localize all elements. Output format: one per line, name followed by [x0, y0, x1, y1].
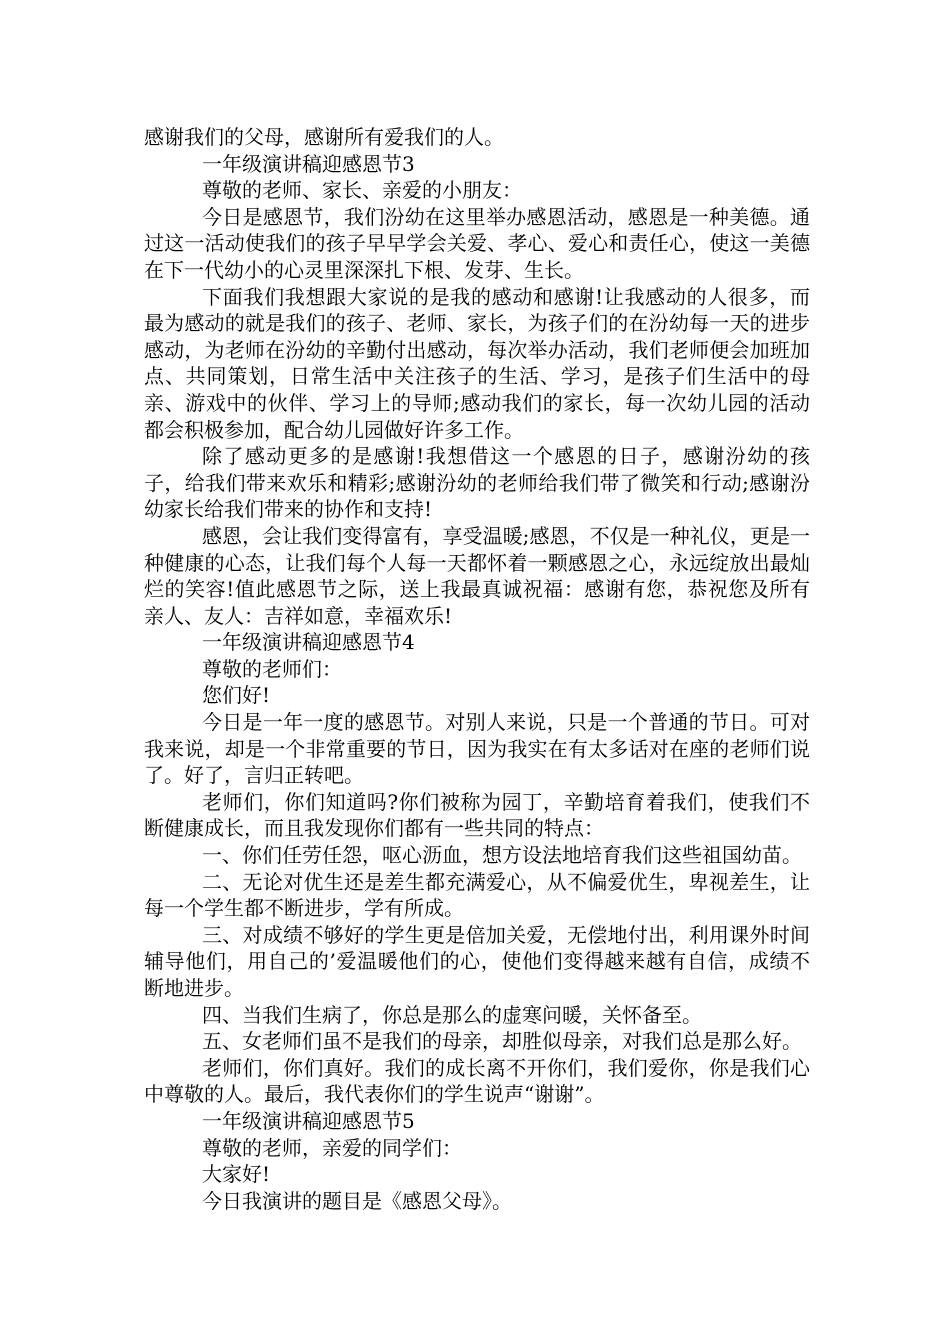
section-heading: 一年级演讲稿迎感恩节3 — [202, 151, 415, 176]
paragraph: 老师们，你们真好。我们的成长离不开你们，我们爱你，你是我们心中尊敬的人。最后，我代表你们的学生说声“谢谢”。 — [144, 1055, 810, 1107]
list-item: 四、当我们生病了，你总是那么的虚寒问暖，关怀备至。 — [202, 1002, 702, 1027]
salutation: 尊敬的老师们： — [202, 656, 342, 681]
salutation: 尊敬的老师、家长、亲爱的小朋友： — [202, 178, 522, 203]
greeting: 您们好! — [202, 683, 271, 708]
salutation: 尊敬的老师，亲爱的同学们： — [202, 1135, 462, 1160]
document-page — [144, 124, 810, 1214]
paragraph: 下面我们我想跟大家说的是我的感动和感谢!让我感动的人很多，而最为感动的就是我们的孩子、老师、家长，为孩子们的在汾幼每一天的进步感动，为老师在汾幼的辛勤付出感动，每次举办活动，我们老师便会加班加点、共同策划，日常生活中关注孩子的生活、学习，是孩子们生活中的母亲、游戏中的伙伴、学习上的导师;感动我们的家长，每一次幼儿园的活动都会积极参加，配合幼儿园做好许多工作。 — [144, 284, 810, 442]
section-heading: 一年级演讲稿迎感恩节5 — [202, 1108, 415, 1133]
paragraph: 今日是感恩节，我们汾幼在这里举办感恩活动，感恩是一种美德。通过这一活动使我们的孩子早早学会关爱、孝心、爱心和责任心，使这一美德在下一代幼小的心灵里深深扎下根、发芽、生长。 — [144, 204, 810, 282]
paragraph: 今日我演讲的题目是《感恩父母》。 — [202, 1188, 512, 1213]
list-item: 三、对成绩不够好的学生更是倍加关爱，无偿地付出，利用课外时间辅导他们，用自己的’爱温暖他们的心，使他们变得越来越有自信，成绩不断地进步。 — [144, 922, 810, 1000]
paragraph: 老师们，你们知道吗?你们被称为园丁，辛勤培育着我们，使我们不断健康成长，而且我发现你们都有一些共同的特点： — [144, 789, 810, 841]
section-heading: 一年级演讲稿迎感恩节4 — [202, 630, 415, 655]
paragraph: 今日是一年一度的感恩节。对别人来说，只是一个普通的节日。可对我来说，却是一个非常重要的节日，因为我实在有太多话对在座的老师们说了。好了，言归正转吧。 — [144, 710, 810, 788]
greeting: 大家好! — [202, 1162, 271, 1187]
list-item: 五、女老师们虽不是我们的母亲，却胜似母亲，对我们总是那么好。 — [202, 1029, 802, 1054]
paragraph: 除了感动更多的是感谢!我想借这一个感恩的日子，感谢汾幼的孩子，给我们带来欢乐和精彩;感谢汾幼的老师给我们带了微笑和行动;感谢汾幼家长给我们带来的协作和支持! — [144, 444, 810, 522]
list-item: 一、你们任劳任怨，呕心沥血，想方设法地培育我们这些祖国幼苗。 — [202, 843, 802, 868]
list-item: 二、无论对优生还是差生都充满爱心，从不偏爱优生，卑视差生，让每一个学生都不断进步，学有所成。 — [144, 869, 810, 921]
paragraph: 感谢我们的父母，感谢所有爱我们的人。 — [144, 125, 504, 149]
paragraph: 感恩，会让我们变得富有，享受温暖;感恩，不仅是一种礼仪，更是一种健康的心态，让我们每个人每一天都怀着一颗感恩之心，永远绽放出最灿烂的笑容!值此感恩节之际，送上我最真诚祝福：感谢有您，恭祝您及所有亲人、友人：吉祥如意，幸福欢乐! — [144, 523, 810, 628]
